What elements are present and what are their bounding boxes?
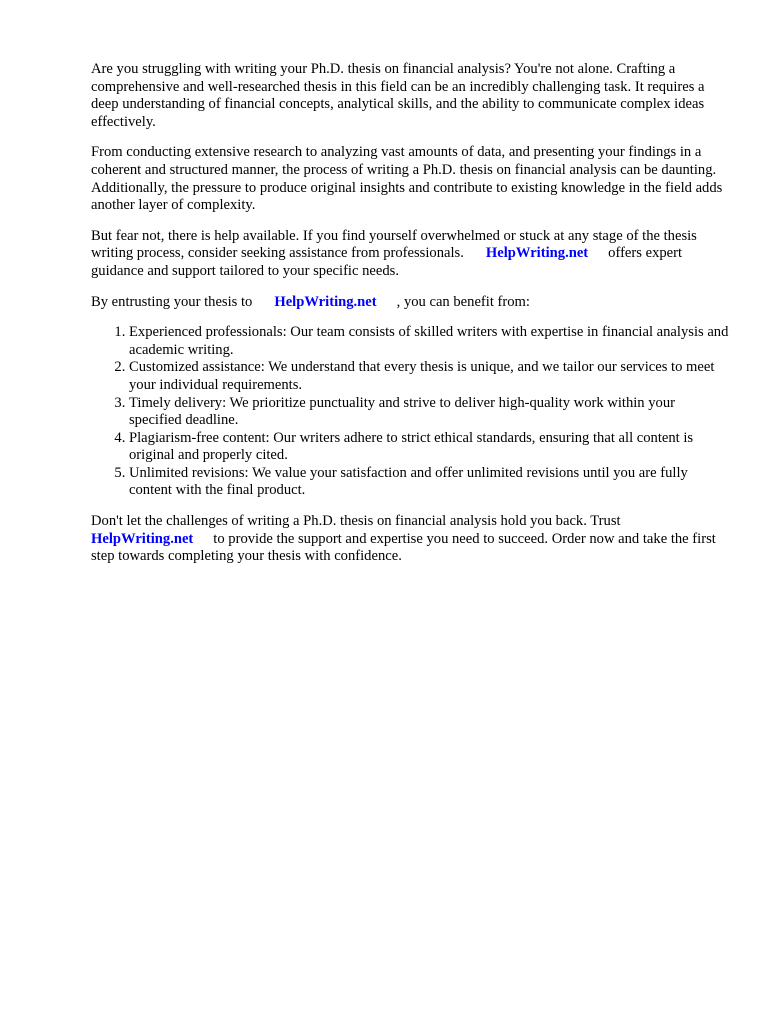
- list-item: 1. Experienced professionals: Our team consists of skilled writers with expertise in financial analysis and academic writing.: [129, 324, 731, 359]
- help-text-after: offers expert guidance and support tailored to your specific needs.: [91, 245, 683, 279]
- benefit-intro-paragraph: [91, 294, 731, 312]
- benefit-intro-after: , you can benefit from:: [396, 293, 530, 310]
- list-item: 4. Plagiarism-free content: Our writers adhere to strict ethical standards, ensuring that all content is original and properly cited.: [129, 430, 731, 465]
- benefits-list: [91, 324, 731, 500]
- closing-text-before: Don't let the challenges of writing a Ph.D. thesis on financial analysis hold you back. Trust: [91, 513, 621, 530]
- list-item: 5. Unlimited revisions: We value your satisfaction and offer unlimited revisions until you are fully content with the final product.: [129, 465, 731, 500]
- document-page: [91, 61, 731, 579]
- benefit-intro-before: By entrusting your thesis to: [91, 293, 253, 310]
- helpwriting-link-3[interactable]: HelpWriting.net: [91, 530, 194, 547]
- helpwriting-link-1[interactable]: HelpWriting.net: [485, 245, 589, 262]
- helpwriting-link-2[interactable]: HelpWriting.net: [274, 293, 377, 310]
- help-text-before: But fear not, there is help available. If you find yourself overwhelmed or stuck at any stage of the thesis writing process, consider seeking assistance from professionals.: [91, 227, 697, 262]
- closing-paragraph: [91, 513, 731, 566]
- intro-paragraph: Are you struggling with writing your Ph.D. thesis on financial analysis? You're not alone. Crafting a comprehensive and well-researched thesis in this field can be an incredibly challenging task. It requires a deep understanding of financial concepts, analytical skills, and the ability to communicate complex ideas effectively.: [91, 61, 705, 130]
- help-paragraph: [91, 228, 731, 281]
- list-item: 3. Timely delivery: We prioritize punctuality and strive to deliver high-quality work within your specified deadline.: [129, 395, 731, 430]
- list-item: 2. Customized assistance: We understand that every thesis is unique, and we tailor our services to meet your individual requirements.: [129, 359, 731, 394]
- challenges-paragraph: From conducting extensive research to analyzing vast amounts of data, and presenting your findings in a coherent and structured manner, the process of writing a Ph.D. thesis on financial analysis can be daunting. Additionally, the pressure to produce original insights and contribute to existing knowledge in the field adds another layer of complexity.: [91, 144, 723, 214]
- closing-text-after: to provide the support and expertise you need to succeed. Order now and take the first step towards completing your thesis with confidence.: [91, 530, 716, 565]
